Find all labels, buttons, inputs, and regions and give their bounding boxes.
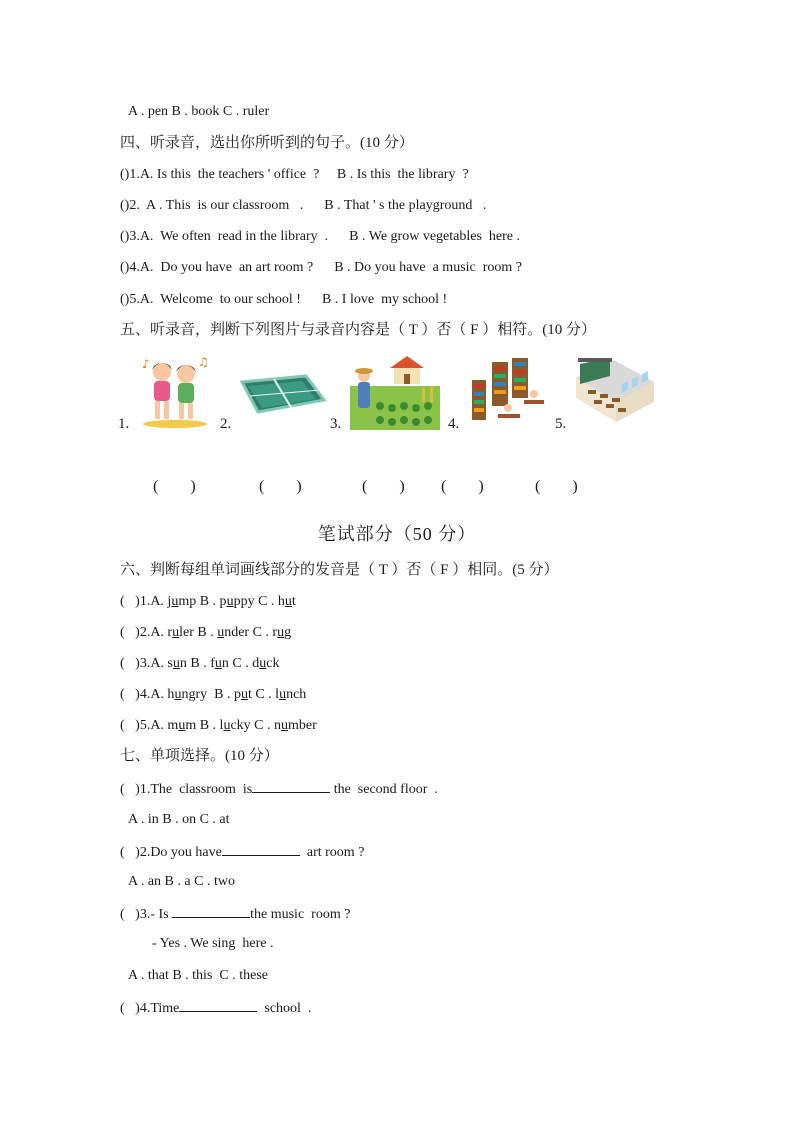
s7-q3-answer: - Yes . We sing here . <box>152 936 274 951</box>
section-4-heading: 四、听录音，选出你所听到的句子。(10 分） <box>120 135 414 151</box>
library-icon <box>468 356 548 435</box>
s4-item-4: ()4.A. Do you have an art room ? B . Do you have a music room ? <box>120 260 523 275</box>
s7-q2-options: A . an B . a C . two <box>128 874 235 889</box>
answer-bracket-1[interactable]: ( ) <box>153 478 196 495</box>
answer-bracket-3[interactable]: ( ) <box>362 478 405 495</box>
s7-question-2: ( )2.Do you have art room ? <box>120 842 364 862</box>
written-part-title: 笔试部分（50 分） <box>317 524 477 544</box>
s6-item-1: ( )1.A. jump B . puppy C . hut <box>120 594 296 609</box>
section-7-heading: 七、单项选择。(10 分） <box>120 748 279 764</box>
classroom-icon <box>574 358 656 437</box>
answer-blank-3[interactable] <box>172 904 250 918</box>
svg-text:♪: ♪ <box>142 357 150 371</box>
picture-number-5: 5. <box>555 416 567 432</box>
s6-item-5: ( )5.A. mum B . lucky C . number <box>120 718 317 733</box>
answer-blank-1[interactable] <box>252 779 330 793</box>
singing-children-icon <box>140 356 210 435</box>
picture-number-3: 3. <box>330 416 342 432</box>
picture-number-2: 2. <box>220 416 232 432</box>
s7-q1-options: A . in B . on C . at <box>128 812 230 827</box>
s4-item-5: ()5.A. Welcome to our school ! B . I love my school ! <box>120 292 448 307</box>
s6-item-2: ( )2.A. ruler B . under C . rug <box>120 625 292 640</box>
s7-question-1: ( )1.The classroom is the second floor . <box>120 779 438 799</box>
svg-text:♫: ♫ <box>198 356 209 369</box>
s4-item-2: ()2. A . This is our classroom . B . That ' s the playground . <box>120 198 487 213</box>
s6-item-3: ( )3.A. sun B . fun C . duck <box>120 656 280 671</box>
s7-question-4: ( )4.Time school . <box>120 998 311 1018</box>
picture-number-4: 4. <box>448 416 460 432</box>
s7-question-3: ( )3.- Is the music room ? <box>120 904 350 924</box>
farm-garden-icon <box>350 356 440 435</box>
picture-number-1: 1. <box>118 416 130 432</box>
options-line: A . pen B . book C . ruler <box>128 104 270 119</box>
answer-bracket-5[interactable]: ( ) <box>535 478 578 495</box>
section-5-heading: 五、听录音，判断下列图片与录音内容是（ T ）否（ F ）相符。(10 分） <box>120 322 596 338</box>
section-6-heading: 六、判断每组单词画线部分的发音是（ T ）否（ F ）相同。(5 分） <box>120 562 559 578</box>
s4-item-1: ()1.A. Is this the teachers ' office ? B . Is this the library ? <box>120 167 469 182</box>
answer-blank-2[interactable] <box>222 842 300 856</box>
s4-item-3: ()3.A. We often read in the library . B . We grow vegetables here . <box>120 229 520 244</box>
s7-q3-options: A . that B . this C . these <box>128 968 268 983</box>
answer-bracket-2[interactable]: ( ) <box>259 478 302 495</box>
s6-item-4: ( )4.A. hungry B . put C . lunch <box>120 687 307 702</box>
ping-pong-table-icon <box>236 372 328 423</box>
answer-bracket-4[interactable]: ( ) <box>441 478 484 495</box>
answer-blank-4[interactable] <box>179 998 257 1012</box>
